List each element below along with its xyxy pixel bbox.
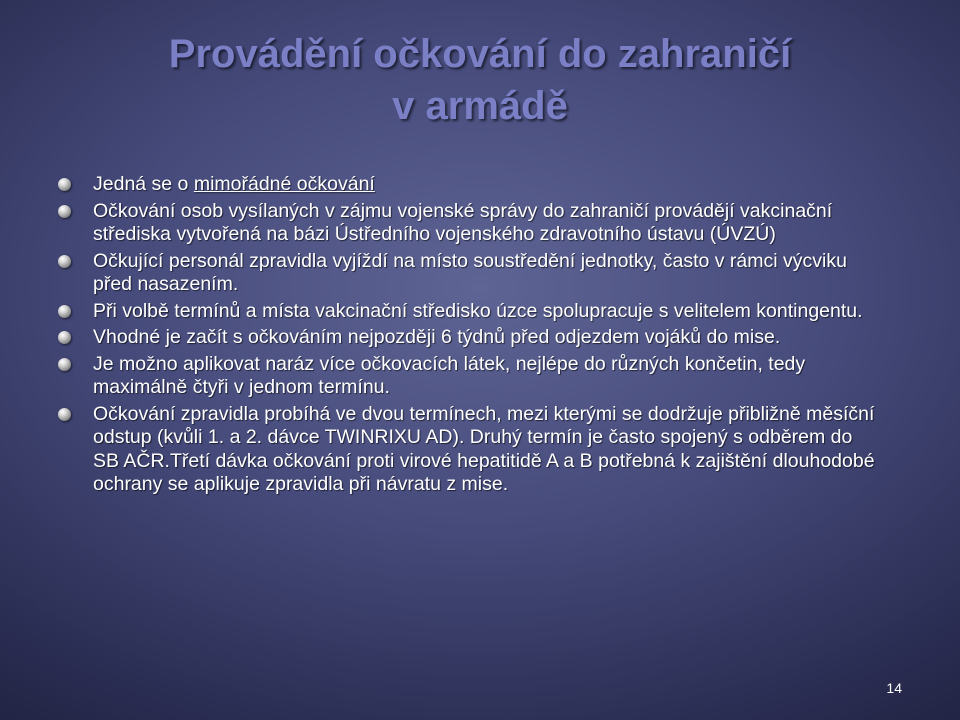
slide-title-line-2: v armádě bbox=[392, 84, 568, 128]
mimoradne-ockovani-link[interactable]: mimořádné očkování bbox=[193, 173, 375, 195]
bullet-item-ockovaci-latky bbox=[58, 353, 878, 400]
bullet-icon bbox=[58, 178, 71, 191]
bullet-icon bbox=[58, 305, 71, 318]
bullet-item-dva-terminy bbox=[58, 403, 878, 497]
bullet-text: Očkující personál zpravidla vyjíždí na místo soustředění jednotky, často v rámci výcviku před nasazením. bbox=[93, 249, 847, 295]
bullet-item-uvzu bbox=[58, 200, 878, 247]
bullet-text: Vhodné je začít s očkováním nejpozději 6 týdnů před odjezdem vojáků do mise. bbox=[93, 326, 781, 348]
bullet-text: Očkování osob vysílaných v zájmu vojenské správy do zahraničí provádějí vakcinační střediska vytvořená na bázi Ústředního vojenského zdravotního ústavu (ÚVZÚ) bbox=[93, 199, 833, 245]
bullet-item-6-tydnu bbox=[58, 326, 878, 350]
bullet-text: Očkování zpravidla probíhá ve dvou termínech, mezi kterými se dodržuje přibližně měsíční odstup (kvůli 1. a 2. dávce TWINRIXU AD). Druhý termín je často spojený s odběrem do SB AČR.Třetí dávka očkování proti virové hepatitidě A a B potřebná k zajištění dlouhodobé ochrany se aplikuje zpravidla při návratu z mise. bbox=[93, 402, 875, 495]
bullet-text-prefix: Jedná se o bbox=[93, 173, 194, 195]
bullet-item-mimoradne-ockovani bbox=[58, 173, 878, 197]
slide-title bbox=[40, 28, 920, 132]
bullet-list bbox=[58, 173, 878, 500]
bullet-item-volba-terminu bbox=[58, 300, 878, 324]
bullet-text: Je možno aplikovat naráz více očkovacích látek, nejlépe do různých končetin, tedy maximálně čtyři v jednom termínu. bbox=[93, 352, 806, 398]
page-number: 14 bbox=[886, 680, 902, 696]
bullet-icon bbox=[58, 205, 71, 218]
bullet-icon bbox=[58, 255, 71, 268]
slide-title-line-1: Provádění očkování do zahraničí bbox=[168, 32, 792, 76]
bullet-icon bbox=[58, 408, 71, 421]
bullet-icon bbox=[58, 331, 71, 344]
bullet-text: Při volbě termínů a místa vakcinační středisko úzce spolupracuje s velitelem kontingentu. bbox=[93, 299, 863, 322]
bullet-icon bbox=[58, 358, 71, 371]
bullet-item-personal bbox=[58, 250, 878, 297]
